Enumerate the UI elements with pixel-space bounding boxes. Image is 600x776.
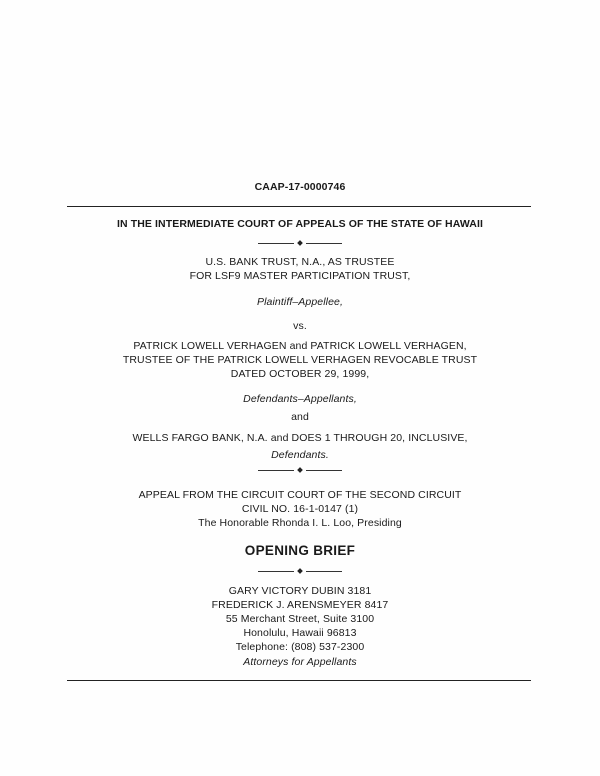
appeal-line-3: The Honorable Rhonda I. L. Loo, Presiding (198, 517, 402, 529)
plaintiff-line-1: U.S. BANK TRUST, N.A., AS TRUSTEE (205, 256, 395, 268)
counsel-line-1: GARY VICTORY DUBIN 3181 (228, 585, 372, 597)
brief-title: OPENING BRIEF (244, 543, 356, 558)
counsel-line-3: 55 Merchant Street, Suite 3100 (225, 613, 375, 625)
diamond-icon (297, 568, 303, 574)
other-defendants-role: Defendants. (271, 449, 329, 461)
top-rule (67, 206, 531, 207)
counsel-role: Attorneys for Appellants (243, 656, 357, 668)
defendants-line-1: PATRICK LOWELL VERHAGEN and PATRICK LOWELL VERHAGEN, (133, 340, 467, 352)
defendants-role: Defendants–Appellants, (243, 393, 357, 405)
divider-ornament (0, 465, 600, 475)
divider-ornament (0, 238, 600, 248)
plaintiff-role: Plaintiff–Appellee, (257, 296, 343, 308)
counsel-line-4: Honolulu, Hawaii 96813 (243, 627, 357, 639)
divider-ornament (0, 566, 600, 576)
other-defendants-line-1: WELLS FARGO BANK, N.A. and DOES 1 THROUGH 20, INCLUSIVE, (132, 432, 468, 444)
appeal-line-1: APPEAL FROM THE CIRCUIT COURT OF THE SECOND CIRCUIT (138, 489, 462, 501)
and-text: and (291, 411, 309, 423)
versus: vs. (293, 320, 307, 332)
counsel-line-2: FREDERICK J. ARENSMEYER 8417 (211, 599, 389, 611)
diamond-icon (297, 467, 303, 473)
defendants-line-3: DATED OCTOBER 29, 1999, (230, 368, 370, 380)
case-number: CAAP-17-0000746 (254, 181, 346, 193)
counsel-line-5: Telephone: (808) 537-2300 (235, 641, 365, 653)
bottom-rule (67, 680, 531, 681)
plaintiff-line-2: FOR LSF9 MASTER PARTICIPATION TRUST, (189, 270, 411, 282)
court-name: IN THE INTERMEDIATE COURT OF APPEALS OF THE STATE OF HAWAII (116, 218, 483, 230)
defendants-line-2: TRUSTEE OF THE PATRICK LOWELL VERHAGEN REVOCABLE TRUST (122, 354, 478, 366)
diamond-icon (297, 240, 303, 246)
appeal-line-2: CIVIL NO. 16-1-0147 (1) (241, 503, 359, 515)
